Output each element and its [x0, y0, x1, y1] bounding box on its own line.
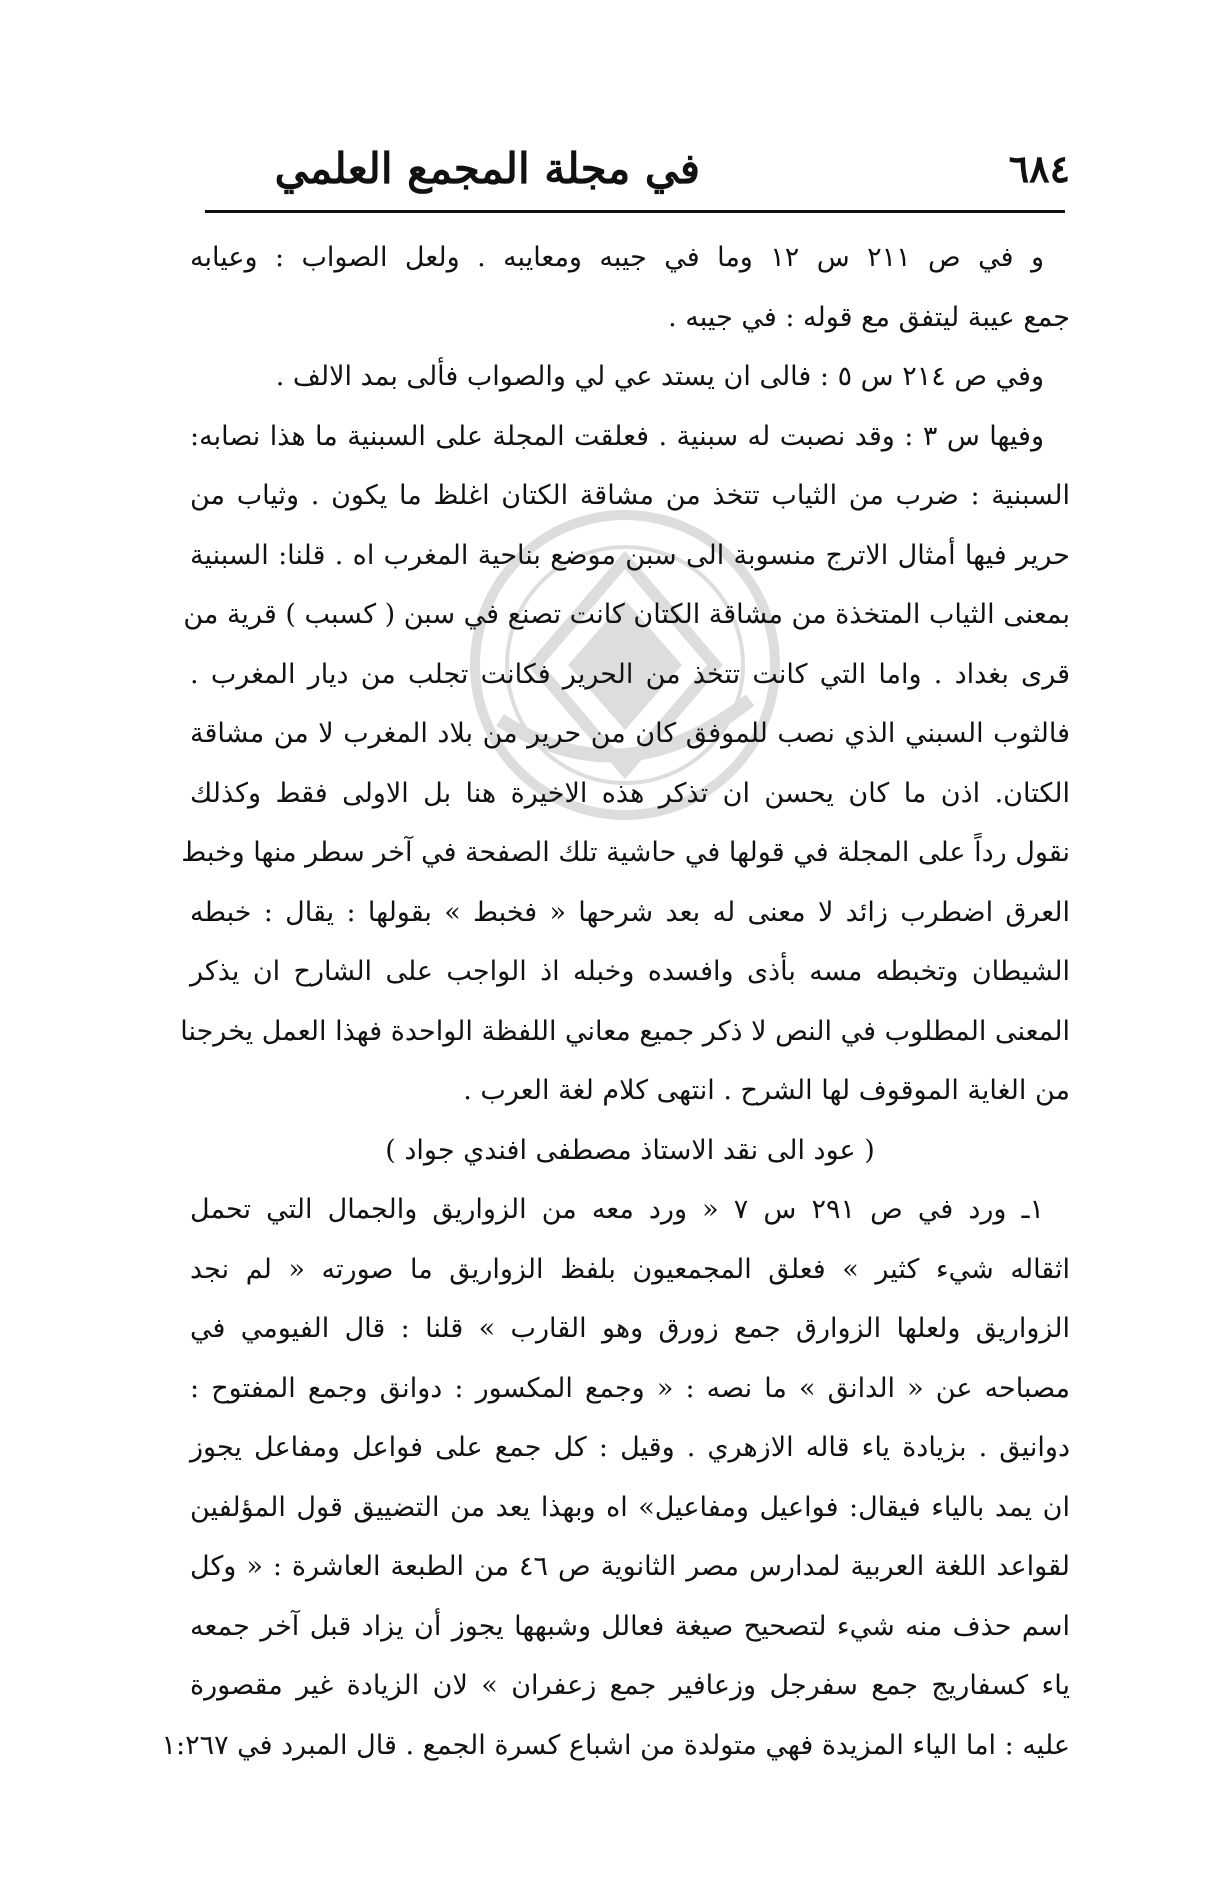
text-line: جمع عيبة ليتفق مع قوله : في جيبه .	[668, 301, 1070, 333]
text-line: حرير فيها أمثال الاترج منسوبة الى سبن موضع بناحية المغرب اه . قلنا: السبنية	[190, 539, 1070, 571]
text-line: المعنى المطلوب في النص لا ذكر جميع معاني اللفظة الواحدة فهذا العمل يخرجنا	[180, 1015, 1070, 1047]
text-line: الشيطان وتخبطه مسه بأذى وافسده وخبله اذ الواجب على الشارح ان يذكر	[190, 956, 1070, 987]
text-line: السبنية : ضرب من الثياب تتخذ من مشاقة الكتان اغلظ ما يكون . وثياب من	[190, 480, 1070, 511]
running-title: في مجلة المجمع العلمي	[274, 144, 700, 193]
text-line: عليه : اما الياء المزيدة فهي متولدة من اشباع كسرة الجمع . قال المبرد في ١:٢٦٧	[161, 1729, 1070, 1761]
text-line: ان يمد بالياء فيقال: فواعيل ومفاعيل» اه وبهذا يعد من التضييق قول المؤلفين	[190, 1491, 1070, 1523]
text-line: دوانيق . بزيادة ياء قاله الازهري . وقيل : كل جمع على فواعل ومفاعل يجوز	[190, 1432, 1070, 1463]
text-line: و في ص ٢١١ س ١٢ وما في جيبه ومعايبه . ولعل الصواب : وعيابه	[190, 242, 1044, 273]
text-line: ١ـ ورد في ص ٢٩١ س ٧ « ورد معه من الزواريق والجمال التي تحمل	[190, 1194, 1044, 1225]
text-line: الزواريق ولعلها الزوارق جمع زورق وهو القارب » قلنا : قال الفيومي في	[190, 1313, 1070, 1344]
page-header	[200, 138, 1070, 208]
text-line: اثقاله شيء كثير » فعلق المجمعيون بلفظ الزواريق ما صورته « لم نجد	[190, 1253, 1070, 1285]
article-body	[161, 228, 1070, 1775]
text-line: وفيها س ٣ : وقد نصبت له سبنية . فعلقت المجلة على السبنية ما هذا نصابه:	[190, 420, 1045, 452]
text-line: العرق اضطرب زائد لا معنى له بعد شرحها « فخبط » بقولها : يقال : خبطه	[190, 896, 1070, 928]
text-line: لقواعد اللغة العربية لمدارس مصر الثانوية ص ٤٦ من الطبعة العاشرة : « وكل	[190, 1551, 1070, 1582]
text-line: ياء كسفاريج جمع سفرجل وزعافير جمع زعفران » لان الزيادة غير مقصورة	[190, 1670, 1070, 1701]
text-line: الكتان. اذن ما كان يحسن ان تذكر هذه الاخيرة هنا بل الاولى فقط وكذلك	[190, 777, 1070, 809]
text-line: مصباحه عن « الدانق » ما نصه : « وجمع المكسور : دوانق وجمع المفتوح :	[190, 1372, 1070, 1404]
header-divider	[205, 210, 1065, 213]
page-number: ٦٨٤	[1008, 146, 1070, 191]
text-line: وفي ص ٢١٤ س ٥ : فالى ان يستد عي لي والصواب فألى بمد الالف .	[275, 361, 1044, 392]
section-heading: ( عود الى نقد الاستاذ مصطفى افندي جواد )	[385, 1134, 875, 1166]
text-line: اسم حذف منه شيء لتصحيح صيغة فعالل وشبهها يجوز أن يزاد قبل آخر جمعه	[190, 1610, 1070, 1642]
text-line: نقول رداً على المجلة في قولها في حاشية تلك الصفحة في آخر سطر منها وخبط	[181, 837, 1070, 868]
text-line: فالثوب السبني الذي نصب للموفق كان من حرير من بلاد المغرب لا من مشاقة	[190, 718, 1070, 749]
text-line: قرى بغداد . واما التي كانت تتخذ من الحرير فكانت تجلب من ديار المغرب .	[190, 658, 1070, 690]
text-line: بمعنى الثياب المتخذة من مشاقة الكتان كانت تصنع في سبن ( كسبب ) قرية من	[183, 599, 1070, 630]
text-line: من الغاية الموقوف لها الشرح . انتهى كلام لغة العرب .	[463, 1075, 1070, 1106]
